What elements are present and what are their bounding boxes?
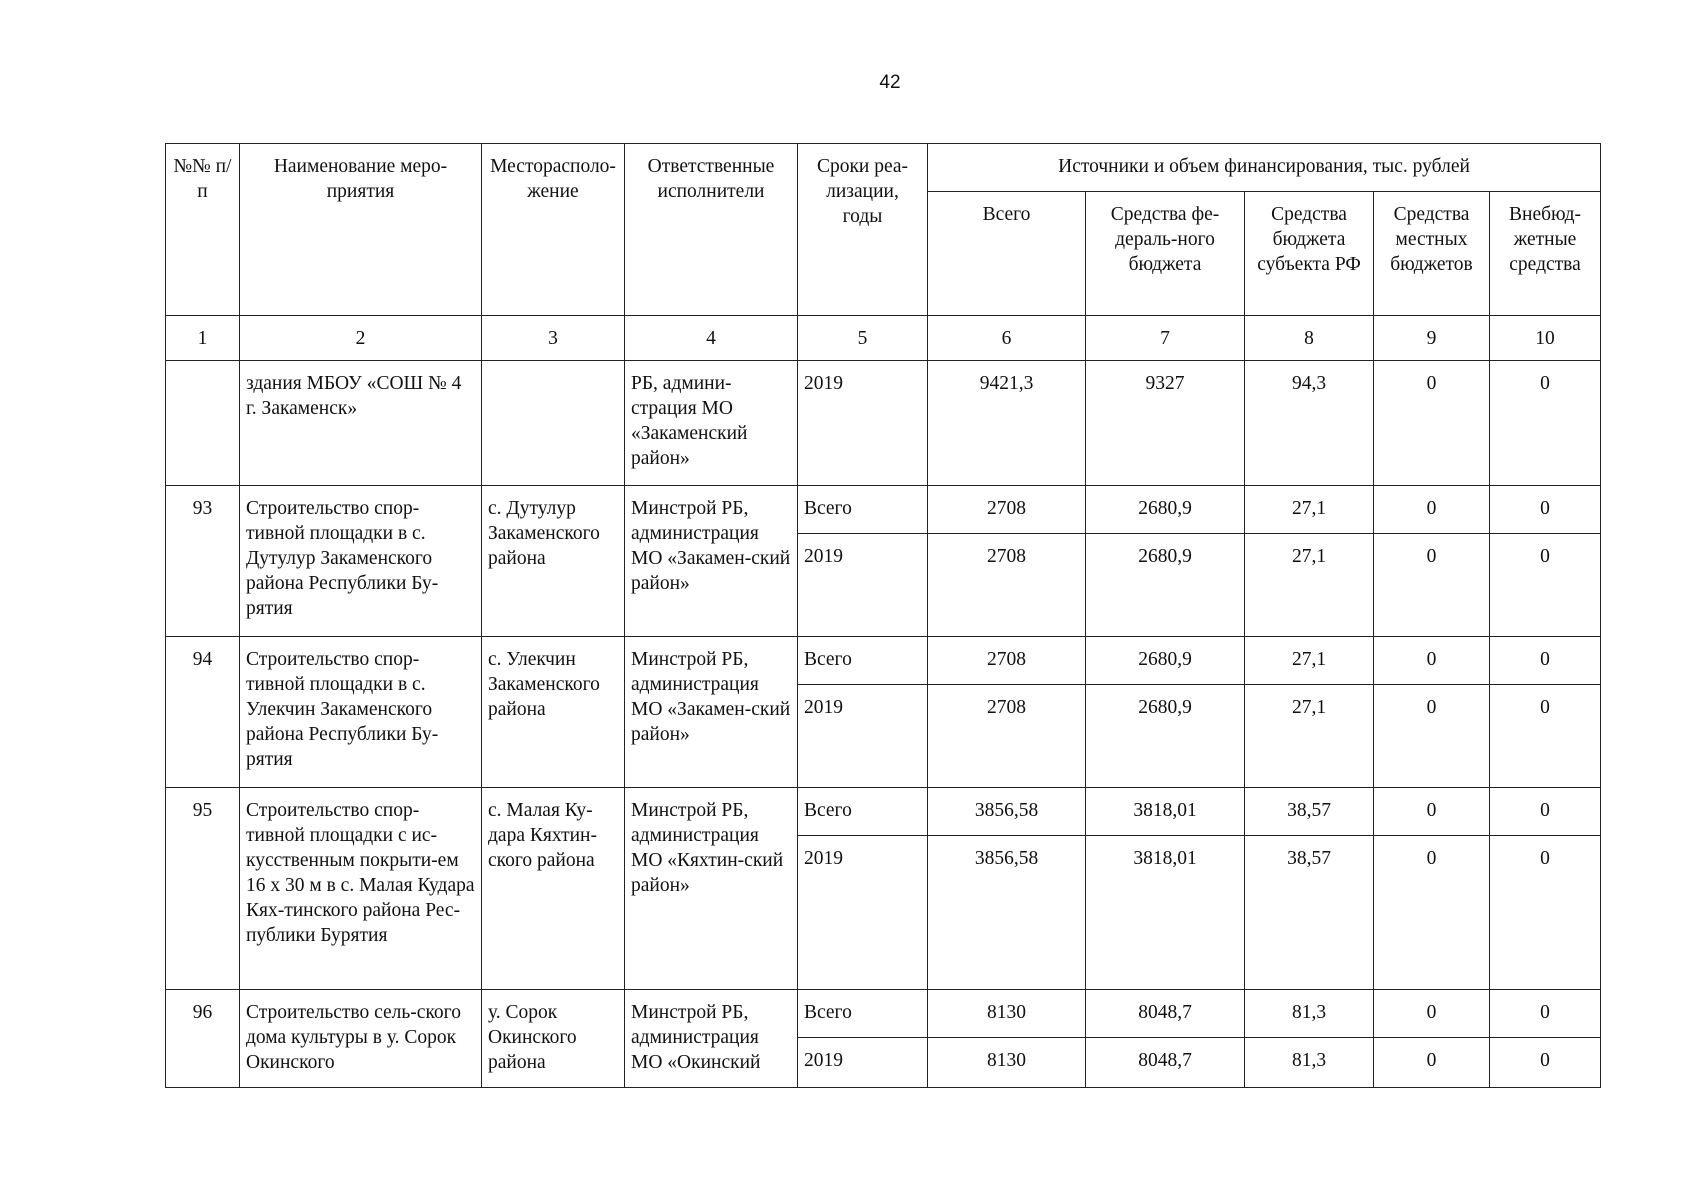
cell-offbudget: 0	[1490, 486, 1601, 534]
header-period: Сроки реа-лизации, годы	[798, 144, 928, 316]
column-number: 2	[240, 316, 482, 361]
header-name: Наименование меро-приятия	[240, 144, 482, 316]
column-number: 1	[166, 316, 240, 361]
cell-executors: Минстрой РБ, администрация МО «Кяхтин-ский район»	[625, 788, 798, 990]
cell-name: здания МБОУ «СОШ № 4 г. Закаменск»	[240, 361, 482, 486]
cell-no: 93	[166, 486, 240, 637]
cell-local: 0	[1374, 361, 1490, 486]
cell-period: Всего	[798, 788, 928, 836]
page-number: 42	[879, 72, 901, 93]
cell-offbudget: 0	[1490, 361, 1601, 486]
cell-total: 2708	[928, 637, 1086, 685]
cell-executors: РБ, админи-страция МО «Закаменский район»	[625, 361, 798, 486]
cell-total: 2708	[928, 685, 1086, 788]
cell-local: 0	[1374, 836, 1490, 990]
column-number: 7	[1086, 316, 1245, 361]
cell-offbudget: 0	[1490, 990, 1601, 1038]
cell-subject: 81,3	[1245, 1038, 1374, 1088]
cell-offbudget: 0	[1490, 637, 1601, 685]
header-location: Месторасполо-жение	[482, 144, 625, 316]
column-number: 6	[928, 316, 1086, 361]
cell-local: 0	[1374, 486, 1490, 534]
column-number: 4	[625, 316, 798, 361]
cell-subject: 94,3	[1245, 361, 1374, 486]
cell-executors: Минстрой РБ, администрация МО «Закамен-ский район»	[625, 486, 798, 637]
header-subject: Средства бюджета субъекта РФ	[1245, 192, 1374, 316]
cell-federal: 2680,9	[1086, 534, 1245, 637]
cell-federal: 2680,9	[1086, 637, 1245, 685]
header-total: Всего	[928, 192, 1086, 316]
cell-period: Всего	[798, 990, 928, 1038]
cell-no: 96	[166, 990, 240, 1088]
cell-period: 2019	[798, 685, 928, 788]
cell-executors: Минстрой РБ, администрация МО «Закамен-ский район»	[625, 637, 798, 788]
cell-subject: 38,57	[1245, 788, 1374, 836]
column-number: 5	[798, 316, 928, 361]
cell-total: 3856,58	[928, 788, 1086, 836]
cell-subject: 27,1	[1245, 534, 1374, 637]
cell-period: Всего	[798, 486, 928, 534]
cell-offbudget: 0	[1490, 1038, 1601, 1088]
cell-local: 0	[1374, 788, 1490, 836]
cell-location: с. Малая Ку-дара Кяхтин-ского района	[482, 788, 625, 990]
cell-subject: 27,1	[1245, 685, 1374, 788]
cell-total: 9421,3	[928, 361, 1086, 486]
cell-local: 0	[1374, 1038, 1490, 1088]
cell-local: 0	[1374, 685, 1490, 788]
header-offbudget: Внебюд-жетные средства	[1490, 192, 1601, 316]
header-funding-group: Источники и объем финансирования, тыс. рублей	[928, 144, 1601, 192]
header-executors: Ответственные исполнители	[625, 144, 798, 316]
cell-offbudget: 0	[1490, 534, 1601, 637]
cell-period: 2019	[798, 1038, 928, 1088]
cell-period: 2019	[798, 836, 928, 990]
table-row	[166, 637, 1601, 685]
continuation-row	[166, 361, 1601, 486]
cell-location: с. Дутулур Закаменского района	[482, 486, 625, 637]
cell-period: 2019	[798, 361, 928, 486]
cell-total: 8130	[928, 1038, 1086, 1088]
column-number: 9	[1374, 316, 1490, 361]
cell-location	[482, 361, 625, 486]
cell-total: 2708	[928, 534, 1086, 637]
header-federal: Средства фе-дераль-ного бюджета	[1086, 192, 1245, 316]
cell-offbudget: 0	[1490, 685, 1601, 788]
header-no: №№ п/п	[166, 144, 240, 316]
cell-period: 2019	[798, 534, 928, 637]
cell-period: Всего	[798, 637, 928, 685]
financing-table	[165, 143, 1601, 1088]
cell-federal: 8048,7	[1086, 1038, 1245, 1088]
cell-federal: 2680,9	[1086, 486, 1245, 534]
cell-name: Строительство спор-тивной площадки в с. Улекчин Закаменского района Республики Бу-рятия	[240, 637, 482, 788]
cell-federal: 3818,01	[1086, 788, 1245, 836]
cell-subject: 27,1	[1245, 486, 1374, 534]
cell-total: 3856,58	[928, 836, 1086, 990]
cell-local: 0	[1374, 534, 1490, 637]
cell-local: 0	[1374, 637, 1490, 685]
cell-name: Строительство сель-ского дома культуры в у. Сорок Окинского	[240, 990, 482, 1088]
cell-name: Строительство спор-тивной площадки с ис-кусственным покрыти-ем 16 х 30 м в с. Малая Кудара Кях-тинского района Рес-публики Бурятия	[240, 788, 482, 990]
cell-offbudget: 0	[1490, 788, 1601, 836]
cell-total: 8130	[928, 990, 1086, 1038]
header-local: Средства местных бюджетов	[1374, 192, 1490, 316]
column-number: 10	[1490, 316, 1601, 361]
cell-no: 94	[166, 637, 240, 788]
cell-total: 2708	[928, 486, 1086, 534]
cell-no: 95	[166, 788, 240, 990]
table-row	[166, 990, 1601, 1038]
column-number-row	[166, 316, 1601, 361]
table-row	[166, 788, 1601, 836]
cell-no	[166, 361, 240, 486]
cell-federal: 3818,01	[1086, 836, 1245, 990]
cell-subject: 27,1	[1245, 637, 1374, 685]
cell-executors: Минстрой РБ, администрация МО «Окинский	[625, 990, 798, 1088]
cell-federal: 2680,9	[1086, 685, 1245, 788]
cell-location: с. Улекчин Закаменского района	[482, 637, 625, 788]
cell-name: Строительство спор-тивной площадки в с. Дутулур Закаменского района Республики Бу-рятия	[240, 486, 482, 637]
column-number: 8	[1245, 316, 1374, 361]
cell-offbudget: 0	[1490, 836, 1601, 990]
cell-subject: 38,57	[1245, 836, 1374, 990]
cell-local: 0	[1374, 990, 1490, 1038]
cell-federal: 9327	[1086, 361, 1245, 486]
cell-subject: 81,3	[1245, 990, 1374, 1038]
cell-federal: 8048,7	[1086, 990, 1245, 1038]
cell-location: у. Сорок Окинского района	[482, 990, 625, 1088]
table-row	[166, 486, 1601, 534]
column-number: 3	[482, 316, 625, 361]
